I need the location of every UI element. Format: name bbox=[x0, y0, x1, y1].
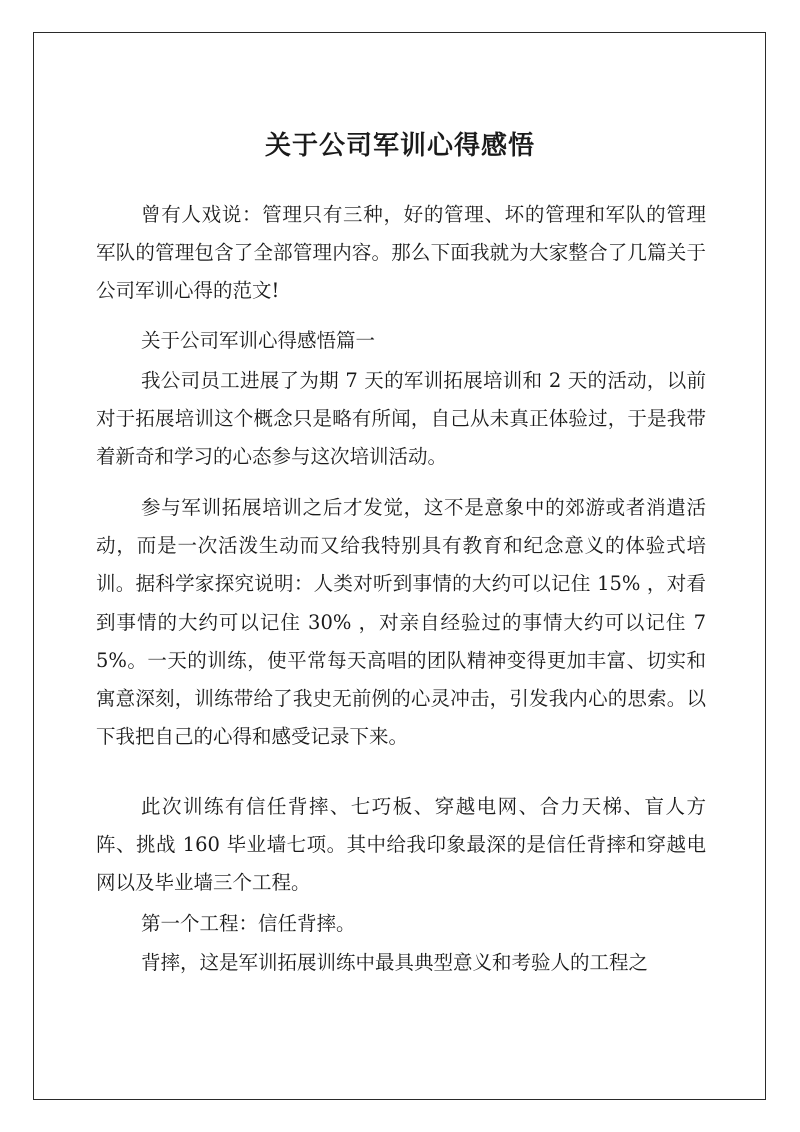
paragraph-intro: 曾有人戏说：管理只有三种，好的管理、坏的管理和军队的管理军队的管理包含了全部管理内容。那么下面我就为大家整合了几篇关于公司军训心得的范文! bbox=[96, 203, 706, 303]
paragraph-4: 背摔，这是军训拓展训练中最具典型意义和考验人的工程之 bbox=[141, 951, 649, 974]
paragraph-2: 参与军训拓展培训之后才发觉，这不是意象中的郊游或者消遣活动，而是一次活泼生动而又给我特别具有教育和纪念意义的体验式培训。据科学家探究说明：人类对听到事情的大约可以记住 15% ，对看到事情的大约可以记住 30% ，对亲自经验过的事情大约可以记住 75%。一天的训练，使平常每天高唱的团队精神变得更加丰富、切实和寓意深刻，训练带给了我史无前例的心灵冲击，引发我内心的思索。以下我把自己的心得和感受记录下来。 bbox=[96, 496, 706, 749]
section-heading: 关于公司军训心得感悟篇一 bbox=[141, 329, 376, 352]
document-title: 关于公司军训心得感悟 bbox=[264, 131, 535, 161]
paragraph-3: 此次训练有信任背摔、七巧板、穿越电网、合力天梯、盲人方阵、挑战 160 毕业墙七项。其中给我印象最深的是信任背摔和穿越电网以及毕业墙三个工程。 bbox=[96, 795, 706, 895]
subsection-heading: 第一个工程：信任背摔。 bbox=[141, 912, 356, 935]
paragraph-1: 我公司员工进展了为期 7 天的军训拓展培训和 2 天的活动，以前对于拓展培训这个概念只是略有所闻，自己从未真正体验过，于是我带着新奇和学习的心态参与这次培训活动。 bbox=[96, 369, 706, 469]
